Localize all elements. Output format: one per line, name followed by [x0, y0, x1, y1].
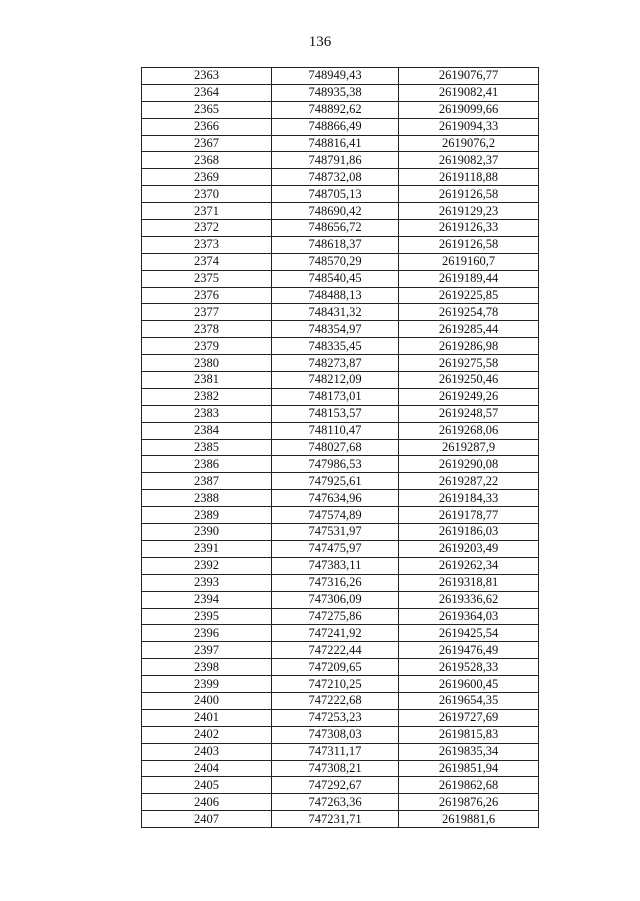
y-coordinate-cell: 2619476,49: [399, 642, 539, 659]
y-coordinate-cell: 2619225,85: [399, 287, 539, 304]
table-row: [142, 135, 539, 152]
point-number-cell: 2385: [142, 439, 272, 456]
point-number-cell: 2369: [142, 169, 272, 186]
y-coordinate-cell: 2619249,26: [399, 388, 539, 405]
x-coordinate-cell: 748027,68: [272, 439, 399, 456]
table-row: [142, 270, 539, 287]
x-coordinate-cell: 747292,67: [272, 777, 399, 794]
table-row: [142, 236, 539, 253]
x-coordinate-cell: 747475,97: [272, 540, 399, 557]
x-coordinate-cell: 747383,11: [272, 557, 399, 574]
table-row: [142, 659, 539, 676]
table-row: [142, 473, 539, 490]
y-coordinate-cell: 2619248,57: [399, 405, 539, 422]
point-number-cell: 2377: [142, 304, 272, 321]
table-row: [142, 490, 539, 507]
table-row: [142, 220, 539, 237]
x-coordinate-cell: 748570,29: [272, 253, 399, 270]
point-number-cell: 2376: [142, 287, 272, 304]
point-number-cell: 2403: [142, 743, 272, 760]
y-coordinate-cell: 2619118,88: [399, 169, 539, 186]
x-coordinate-cell: 748335,45: [272, 338, 399, 355]
point-number-cell: 2367: [142, 135, 272, 152]
x-coordinate-cell: 748949,43: [272, 68, 399, 85]
point-number-cell: 2364: [142, 84, 272, 101]
y-coordinate-cell: 2619815,83: [399, 726, 539, 743]
y-coordinate-cell: 2619727,69: [399, 709, 539, 726]
point-number-cell: 2363: [142, 68, 272, 85]
point-number-cell: 2388: [142, 490, 272, 507]
x-coordinate-cell: 748273,87: [272, 355, 399, 372]
y-coordinate-cell: 2619186,03: [399, 524, 539, 541]
x-coordinate-cell: 747925,61: [272, 473, 399, 490]
coordinates-table: [141, 67, 539, 828]
x-coordinate-cell: 748866,49: [272, 118, 399, 135]
x-coordinate-cell: 748705,13: [272, 186, 399, 203]
point-number-cell: 2365: [142, 101, 272, 118]
x-coordinate-cell: 747986,53: [272, 456, 399, 473]
table-row: [142, 405, 539, 422]
y-coordinate-cell: 2619076,2: [399, 135, 539, 152]
table-row: [142, 777, 539, 794]
y-coordinate-cell: 2619203,49: [399, 540, 539, 557]
table-row: [142, 355, 539, 372]
y-coordinate-cell: 2619285,44: [399, 321, 539, 338]
y-coordinate-cell: 2619654,35: [399, 692, 539, 709]
point-number-cell: 2401: [142, 709, 272, 726]
x-coordinate-cell: 747308,21: [272, 760, 399, 777]
table-row: [142, 68, 539, 85]
table-row: [142, 169, 539, 186]
x-coordinate-cell: 748110,47: [272, 422, 399, 439]
y-coordinate-cell: 2619318,81: [399, 574, 539, 591]
x-coordinate-cell: 747241,92: [272, 625, 399, 642]
y-coordinate-cell: 2619876,26: [399, 794, 539, 811]
x-coordinate-cell: 747231,71: [272, 811, 399, 828]
x-coordinate-cell: 747634,96: [272, 490, 399, 507]
point-number-cell: 2391: [142, 540, 272, 557]
x-coordinate-cell: 748212,09: [272, 372, 399, 389]
y-coordinate-cell: 2619189,44: [399, 270, 539, 287]
x-coordinate-cell: 748791,86: [272, 152, 399, 169]
x-coordinate-cell: 748892,62: [272, 101, 399, 118]
point-number-cell: 2392: [142, 557, 272, 574]
point-number-cell: 2384: [142, 422, 272, 439]
table-row: [142, 608, 539, 625]
x-coordinate-cell: 747222,44: [272, 642, 399, 659]
table-row: [142, 557, 539, 574]
y-coordinate-cell: 2619094,33: [399, 118, 539, 135]
y-coordinate-cell: 2619528,33: [399, 659, 539, 676]
y-coordinate-cell: 2619336,62: [399, 591, 539, 608]
table-row: [142, 152, 539, 169]
table-row: [142, 692, 539, 709]
table-row: [142, 456, 539, 473]
x-coordinate-cell: 748431,32: [272, 304, 399, 321]
y-coordinate-cell: 2619290,08: [399, 456, 539, 473]
table-row: [142, 507, 539, 524]
table-row: [142, 439, 539, 456]
table-row: [142, 642, 539, 659]
x-coordinate-cell: 748173,01: [272, 388, 399, 405]
table-row: [142, 304, 539, 321]
x-coordinate-cell: 748656,72: [272, 220, 399, 237]
y-coordinate-cell: 2619425,54: [399, 625, 539, 642]
y-coordinate-cell: 2619082,41: [399, 84, 539, 101]
point-number-cell: 2406: [142, 794, 272, 811]
y-coordinate-cell: 2619287,9: [399, 439, 539, 456]
point-number-cell: 2389: [142, 507, 272, 524]
table-row: [142, 422, 539, 439]
x-coordinate-cell: 748153,57: [272, 405, 399, 422]
x-coordinate-cell: 747275,86: [272, 608, 399, 625]
point-number-cell: 2372: [142, 220, 272, 237]
point-number-cell: 2371: [142, 203, 272, 220]
table-row: [142, 625, 539, 642]
table-row: [142, 388, 539, 405]
y-coordinate-cell: 2619250,46: [399, 372, 539, 389]
x-coordinate-cell: 748732,08: [272, 169, 399, 186]
point-number-cell: 2379: [142, 338, 272, 355]
table-row: [142, 203, 539, 220]
x-coordinate-cell: 748618,37: [272, 236, 399, 253]
x-coordinate-cell: 748488,13: [272, 287, 399, 304]
y-coordinate-cell: 2619126,33: [399, 220, 539, 237]
y-coordinate-cell: 2619076,77: [399, 68, 539, 85]
point-number-cell: 2380: [142, 355, 272, 372]
x-coordinate-cell: 747311,17: [272, 743, 399, 760]
point-number-cell: 2396: [142, 625, 272, 642]
point-number-cell: 2368: [142, 152, 272, 169]
x-coordinate-cell: 747574,89: [272, 507, 399, 524]
x-coordinate-cell: 748354,97: [272, 321, 399, 338]
point-number-cell: 2382: [142, 388, 272, 405]
table-row: [142, 338, 539, 355]
x-coordinate-cell: 747209,65: [272, 659, 399, 676]
x-coordinate-cell: 747263,36: [272, 794, 399, 811]
x-coordinate-cell: 747222,68: [272, 692, 399, 709]
y-coordinate-cell: 2619184,33: [399, 490, 539, 507]
y-coordinate-cell: 2619600,45: [399, 676, 539, 693]
table-body: [142, 68, 539, 828]
y-coordinate-cell: 2619862,68: [399, 777, 539, 794]
table-row: [142, 794, 539, 811]
y-coordinate-cell: 2619881,6: [399, 811, 539, 828]
point-number-cell: 2400: [142, 692, 272, 709]
y-coordinate-cell: 2619160,7: [399, 253, 539, 270]
y-coordinate-cell: 2619178,77: [399, 507, 539, 524]
point-number-cell: 2390: [142, 524, 272, 541]
y-coordinate-cell: 2619364,03: [399, 608, 539, 625]
table-row: [142, 118, 539, 135]
x-coordinate-cell: 747253,23: [272, 709, 399, 726]
x-coordinate-cell: 748935,38: [272, 84, 399, 101]
table-row: [142, 321, 539, 338]
y-coordinate-cell: 2619287,22: [399, 473, 539, 490]
x-coordinate-cell: 747308,03: [272, 726, 399, 743]
table-row: [142, 726, 539, 743]
table-row: [142, 760, 539, 777]
y-coordinate-cell: 2619082,37: [399, 152, 539, 169]
point-number-cell: 2366: [142, 118, 272, 135]
table-row: [142, 253, 539, 270]
table-row: [142, 186, 539, 203]
x-coordinate-cell: 747210,25: [272, 676, 399, 693]
table-row: [142, 811, 539, 828]
x-coordinate-cell: 747316,26: [272, 574, 399, 591]
point-number-cell: 2404: [142, 760, 272, 777]
y-coordinate-cell: 2619099,66: [399, 101, 539, 118]
point-number-cell: 2395: [142, 608, 272, 625]
y-coordinate-cell: 2619129,23: [399, 203, 539, 220]
table-row: [142, 101, 539, 118]
point-number-cell: 2370: [142, 186, 272, 203]
table-row: [142, 591, 539, 608]
x-coordinate-cell: 748816,41: [272, 135, 399, 152]
table-row: [142, 84, 539, 101]
y-coordinate-cell: 2619254,78: [399, 304, 539, 321]
point-number-cell: 2375: [142, 270, 272, 287]
point-number-cell: 2407: [142, 811, 272, 828]
point-number-cell: 2393: [142, 574, 272, 591]
point-number-cell: 2387: [142, 473, 272, 490]
point-number-cell: 2394: [142, 591, 272, 608]
x-coordinate-cell: 747306,09: [272, 591, 399, 608]
table-row: [142, 524, 539, 541]
point-number-cell: 2386: [142, 456, 272, 473]
point-number-cell: 2402: [142, 726, 272, 743]
y-coordinate-cell: 2619286,98: [399, 338, 539, 355]
x-coordinate-cell: 747531,97: [272, 524, 399, 541]
point-number-cell: 2378: [142, 321, 272, 338]
y-coordinate-cell: 2619126,58: [399, 186, 539, 203]
table-row: [142, 574, 539, 591]
y-coordinate-cell: 2619835,34: [399, 743, 539, 760]
y-coordinate-cell: 2619851,94: [399, 760, 539, 777]
point-number-cell: 2397: [142, 642, 272, 659]
table-row: [142, 743, 539, 760]
table-row: [142, 287, 539, 304]
point-number-cell: 2373: [142, 236, 272, 253]
table-row: [142, 372, 539, 389]
point-number-cell: 2381: [142, 372, 272, 389]
x-coordinate-cell: 748540,45: [272, 270, 399, 287]
point-number-cell: 2405: [142, 777, 272, 794]
point-number-cell: 2383: [142, 405, 272, 422]
page-number: 136: [308, 34, 332, 50]
table-row: [142, 540, 539, 557]
table-row: [142, 709, 539, 726]
x-coordinate-cell: 748690,42: [272, 203, 399, 220]
y-coordinate-cell: 2619262,34: [399, 557, 539, 574]
y-coordinate-cell: 2619268,06: [399, 422, 539, 439]
point-number-cell: 2398: [142, 659, 272, 676]
table-row: [142, 676, 539, 693]
y-coordinate-cell: 2619275,58: [399, 355, 539, 372]
point-number-cell: 2374: [142, 253, 272, 270]
y-coordinate-cell: 2619126,58: [399, 236, 539, 253]
point-number-cell: 2399: [142, 676, 272, 693]
